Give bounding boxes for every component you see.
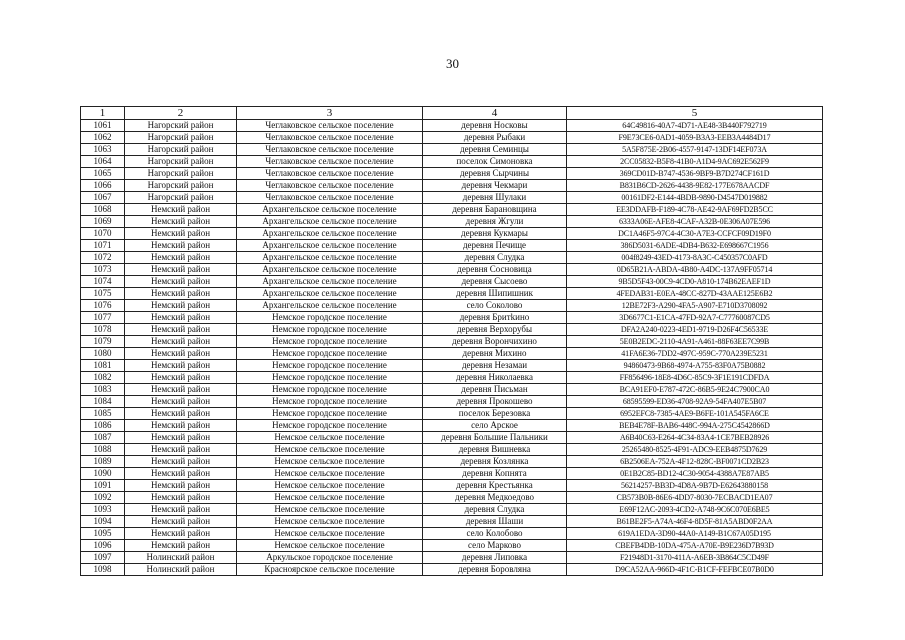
table-row <box>81 216 823 228</box>
settlement-cell: деревня Сосновица <box>423 264 567 276</box>
row-number: 1085 <box>81 408 125 420</box>
settlement-cell: деревня Незамаи <box>423 360 567 372</box>
municipality-cell: Немское сельское поселение <box>237 432 423 444</box>
guid-cell: CBEFB4DB-10DA-475A-A70E-B9E236D7B93D <box>567 540 823 552</box>
municipality-cell: Немское сельское поселение <box>237 456 423 468</box>
district-cell: Немский район <box>125 276 237 288</box>
guid-cell: 386D5031-6ADE-4DB4-B632-E698667C1956 <box>567 240 823 252</box>
table-row <box>81 120 823 132</box>
district-cell: Немский район <box>125 384 237 396</box>
settlement-cell: деревня Козлянка <box>423 456 567 468</box>
table-row <box>81 468 823 480</box>
settlement-cell: село Колобово <box>423 528 567 540</box>
guid-cell: D9CA52AA-966D-4F1C-B1CF-FEFBCE07B0D0 <box>567 564 823 576</box>
table-row <box>81 288 823 300</box>
row-number: 1095 <box>81 528 125 540</box>
settlement-cell: деревня Копнята <box>423 468 567 480</box>
municipality-cell: Архангельское сельское поселение <box>237 300 423 312</box>
table-row <box>81 312 823 324</box>
municipality-cell: Архангельское сельское поселение <box>237 228 423 240</box>
header-row <box>81 107 823 120</box>
table-row <box>81 420 823 432</box>
column-header-number: 1 <box>81 107 125 120</box>
municipality-cell: Немское сельское поселение <box>237 468 423 480</box>
municipality-cell: Архангельское сельское поселение <box>237 252 423 264</box>
settlement-cell: деревня Семинцы <box>423 144 567 156</box>
row-number: 1091 <box>81 480 125 492</box>
settlement-cell: деревня Николаевка <box>423 372 567 384</box>
guid-cell: F21948D1-3170-411A-A6EB-3B864C5CD49F <box>567 552 823 564</box>
guid-cell: 41FA6E36-7DD2-497C-959C-770A239E5231 <box>567 348 823 360</box>
guid-cell: B61BE2F5-A74A-46F4-8D5F-81A5ABD0F2AA <box>567 516 823 528</box>
guid-cell: B831B6CD-2626-4438-9E82-177E678AACDF <box>567 180 823 192</box>
district-cell: Немский район <box>125 456 237 468</box>
municipality-cell: Немское городское поселение <box>237 420 423 432</box>
district-cell: Нагорский район <box>125 192 237 204</box>
municipality-cell: Чеглаковское сельское поселение <box>237 180 423 192</box>
row-number: 1072 <box>81 252 125 264</box>
table-row <box>81 552 823 564</box>
settlement-cell: деревня Медкоедово <box>423 492 567 504</box>
district-cell: Немский район <box>125 480 237 492</box>
district-cell: Немский район <box>125 240 237 252</box>
table-row <box>81 300 823 312</box>
row-number: 1076 <box>81 300 125 312</box>
column-header-municipality: 3 <box>237 107 423 120</box>
district-cell: Немский район <box>125 420 237 432</box>
settlement-cell: деревня Вишневка <box>423 444 567 456</box>
district-cell: Немский район <box>125 540 237 552</box>
guid-cell: 3D6677C1-E1CA-47FD-92A7-C77760087CD5 <box>567 312 823 324</box>
municipality-cell: Немское городское поселение <box>237 384 423 396</box>
district-cell: Немский район <box>125 216 237 228</box>
table-row <box>81 132 823 144</box>
table-header <box>81 107 823 120</box>
table-row <box>81 240 823 252</box>
municipality-cell: Чеглаковское сельское поселение <box>237 156 423 168</box>
municipality-cell: Немское сельское поселение <box>237 528 423 540</box>
municipality-cell: Немское сельское поселение <box>237 492 423 504</box>
row-number: 1089 <box>81 456 125 468</box>
district-cell: Немский район <box>125 264 237 276</box>
municipality-cell: Чеглаковское сельское поселение <box>237 192 423 204</box>
settlement-cell: село Арское <box>423 420 567 432</box>
municipality-cell: Немское городское поселение <box>237 348 423 360</box>
municipality-cell: Красноярское сельское поселение <box>237 564 423 576</box>
table-row <box>81 228 823 240</box>
settlement-cell: деревня Сырчины <box>423 168 567 180</box>
column-header-settlement: 4 <box>423 107 567 120</box>
district-cell: Немский район <box>125 396 237 408</box>
row-number: 1062 <box>81 132 125 144</box>
settlement-cell: деревня Сысоево <box>423 276 567 288</box>
guid-cell: 12BE72F3-A290-4FA5-A907-E710D3708092 <box>567 300 823 312</box>
table-row <box>81 252 823 264</box>
column-header-district: 2 <box>125 107 237 120</box>
settlement-cell: деревня Слудка <box>423 504 567 516</box>
district-cell: Немский район <box>125 504 237 516</box>
settlement-cell: деревня Носковы <box>423 120 567 132</box>
municipality-cell: Чеглаковское сельское поселение <box>237 168 423 180</box>
row-number: 1063 <box>81 144 125 156</box>
table-row <box>81 156 823 168</box>
district-cell: Немский район <box>125 372 237 384</box>
guid-cell: DFA2A240-0223-4ED1-9719-D26F4C56533E <box>567 324 823 336</box>
municipality-cell: Архангельское сельское поселение <box>237 216 423 228</box>
row-number: 1083 <box>81 384 125 396</box>
table-row <box>81 492 823 504</box>
district-cell: Немский район <box>125 516 237 528</box>
district-cell: Немский район <box>125 300 237 312</box>
district-cell: Немский район <box>125 360 237 372</box>
district-cell: Немский район <box>125 468 237 480</box>
settlement-cell: деревня Шипишник <box>423 288 567 300</box>
column-header-guid: 5 <box>567 107 823 120</box>
row-number: 1078 <box>81 324 125 336</box>
row-number: 1067 <box>81 192 125 204</box>
row-number: 1074 <box>81 276 125 288</box>
row-number: 1082 <box>81 372 125 384</box>
district-cell: Нагорский район <box>125 144 237 156</box>
row-number: 1098 <box>81 564 125 576</box>
settlement-cell: деревня Чекмари <box>423 180 567 192</box>
settlement-cell: деревня Рыбаки <box>423 132 567 144</box>
settlement-cell: деревня Слудка <box>423 252 567 264</box>
table-row <box>81 396 823 408</box>
settlement-cell: деревня Прокошево <box>423 396 567 408</box>
guid-cell: 00161DF2-E144-4BDB-9890-D4547D019882 <box>567 192 823 204</box>
settlement-cell: деревня Михино <box>423 348 567 360</box>
guid-cell: 6B2506EA-752A-4F12-828C-BF0071CD2B23 <box>567 456 823 468</box>
settlement-cell: село Соколово <box>423 300 567 312</box>
guid-cell: 0D65B21A-ABDA-4B80-A4DC-137A9FF05714 <box>567 264 823 276</box>
municipality-cell: Немское городское поселение <box>237 324 423 336</box>
settlement-cell: деревня Шаши <box>423 516 567 528</box>
settlement-cell: деревня Верхорубы <box>423 324 567 336</box>
table-row <box>81 348 823 360</box>
district-cell: Нолинский район <box>125 564 237 576</box>
municipality-cell: Немское сельское поселение <box>237 540 423 552</box>
guid-cell: CB573B0B-86E6-4DD7-8030-7ECBACD1EA07 <box>567 492 823 504</box>
district-cell: Немский район <box>125 492 237 504</box>
row-number: 1090 <box>81 468 125 480</box>
municipality-cell: Немское городское поселение <box>237 360 423 372</box>
district-cell: Немский район <box>125 528 237 540</box>
settlement-cell: деревня Бритkино <box>423 312 567 324</box>
table-row <box>81 324 823 336</box>
table-row <box>81 564 823 576</box>
district-cell: Немский район <box>125 252 237 264</box>
municipality-cell: Архангельское сельское поселение <box>237 240 423 252</box>
guid-cell: 5A5F875E-2B06-4557-9147-13DF14EF073A <box>567 144 823 156</box>
table-row <box>81 180 823 192</box>
district-cell: Нагорский район <box>125 168 237 180</box>
table-row <box>81 276 823 288</box>
row-number: 1086 <box>81 420 125 432</box>
guid-cell: 6333A06E-AFE8-4CAF-A32B-0E306A07E596 <box>567 216 823 228</box>
table-row <box>81 444 823 456</box>
row-number: 1084 <box>81 396 125 408</box>
table-row <box>81 432 823 444</box>
row-number: 1061 <box>81 120 125 132</box>
municipality-cell: Немское сельское поселение <box>237 504 423 516</box>
row-number: 1093 <box>81 504 125 516</box>
guid-cell: A6B40C63-E264-4C34-83A4-1CE7BEB28926 <box>567 432 823 444</box>
table-row <box>81 336 823 348</box>
row-number: 1066 <box>81 180 125 192</box>
municipality-cell: Немское городское поселение <box>237 408 423 420</box>
municipality-cell: Архангельское сельское поселение <box>237 204 423 216</box>
guid-cell: DC1A46F5-97C4-4C30-A7E3-CCFCF09D19F0 <box>567 228 823 240</box>
settlement-cell: деревня Крестьянка <box>423 480 567 492</box>
guid-cell: E69F12AC-2093-4CD2-A748-9C6C070E6BE5 <box>567 504 823 516</box>
guid-cell: 5E0B2EDC-2110-4A91-A461-88F63EE7C99B <box>567 336 823 348</box>
table-row <box>81 504 823 516</box>
municipality-cell: Аркульское городское поселение <box>237 552 423 564</box>
settlement-cell: деревня Боровляна <box>423 564 567 576</box>
row-number: 1071 <box>81 240 125 252</box>
district-cell: Немский район <box>125 312 237 324</box>
row-number: 1080 <box>81 348 125 360</box>
municipality-cell: Чеглаковское сельское поселение <box>237 132 423 144</box>
guid-cell: 25265480-8525-4F91-ADC9-EEB4875D7629 <box>567 444 823 456</box>
guid-cell: 64C49816-40A7-4D71-AE48-3B440F792719 <box>567 120 823 132</box>
row-number: 1088 <box>81 444 125 456</box>
guid-cell: 94860473-9B68-4974-A755-83F0A75B0882 <box>567 360 823 372</box>
row-number: 1081 <box>81 360 125 372</box>
guid-cell: BEB4E78F-BAB6-448C-994A-275C4542866D <box>567 420 823 432</box>
table-row <box>81 168 823 180</box>
settlements-table <box>80 106 823 576</box>
guid-cell: 4FEDAB31-E0EA-48CC-827D-43AAE125E6B2 <box>567 288 823 300</box>
table-body <box>81 120 823 576</box>
row-number: 1077 <box>81 312 125 324</box>
district-cell: Немский район <box>125 336 237 348</box>
municipality-cell: Немское городское поселение <box>237 372 423 384</box>
row-number: 1065 <box>81 168 125 180</box>
municipality-cell: Немское городское поселение <box>237 312 423 324</box>
table-row <box>81 360 823 372</box>
municipality-cell: Немское городское поселение <box>237 396 423 408</box>
row-number: 1079 <box>81 336 125 348</box>
district-cell: Немский район <box>125 444 237 456</box>
table-row <box>81 528 823 540</box>
district-cell: Нагорский район <box>125 180 237 192</box>
municipality-cell: Архангельское сельское поселение <box>237 276 423 288</box>
row-number: 1075 <box>81 288 125 300</box>
settlement-cell: деревня Жгули <box>423 216 567 228</box>
district-cell: Немский район <box>125 288 237 300</box>
settlement-cell: поселок Березовка <box>423 408 567 420</box>
table-row <box>81 540 823 552</box>
municipality-cell: Архангельское сельское поселение <box>237 264 423 276</box>
settlement-cell: деревня Шулаки <box>423 192 567 204</box>
guid-cell: BCA91EF0-E787-472C-86B5-9E24C7900CA0 <box>567 384 823 396</box>
municipality-cell: Немское городское поселение <box>237 336 423 348</box>
municipality-cell: Немское сельское поселение <box>237 480 423 492</box>
settlement-cell: деревня Липовка <box>423 552 567 564</box>
district-cell: Нолинский район <box>125 552 237 564</box>
row-number: 1092 <box>81 492 125 504</box>
guid-cell: 0E1B2C85-BD12-4C30-9054-4388A7E87AB5 <box>567 468 823 480</box>
district-cell: Нагорский район <box>125 120 237 132</box>
row-number: 1068 <box>81 204 125 216</box>
page-number: 30 <box>446 56 459 71</box>
guid-cell: 004f8249-43ED-4173-8A3C-C450357C0AFD <box>567 252 823 264</box>
guid-cell: 619A1EDA-3D90-44A0-A149-B1C67A05D195 <box>567 528 823 540</box>
table-row <box>81 144 823 156</box>
district-cell: Немский район <box>125 228 237 240</box>
row-number: 1069 <box>81 216 125 228</box>
district-cell: Нагорский район <box>125 156 237 168</box>
row-number: 1097 <box>81 552 125 564</box>
district-cell: Немский район <box>125 348 237 360</box>
settlement-cell: деревня Большие Пальники <box>423 432 567 444</box>
guid-cell: FF856496-18E8-4D6C-85C9-3F1E191CDFDA <box>567 372 823 384</box>
guid-cell: 2CC05832-B5F8-41B0-A1D4-9AC692E562F9 <box>567 156 823 168</box>
municipality-cell: Немское сельское поселение <box>237 444 423 456</box>
district-cell: Немский район <box>125 432 237 444</box>
guid-cell: 369CD01D-B747-4536-9BF9-B7D274CF161D <box>567 168 823 180</box>
settlement-cell: деревня Письман <box>423 384 567 396</box>
table-row <box>81 384 823 396</box>
district-cell: Немский район <box>125 324 237 336</box>
guid-cell: 6952EFC8-7385-4AE9-B6FE-101A545FA6CE <box>567 408 823 420</box>
table-row <box>81 480 823 492</box>
district-cell: Нагорский район <box>125 132 237 144</box>
row-number: 1073 <box>81 264 125 276</box>
guid-cell: EE3DDAFB-F189-4C78-AE42-9AF69FD2B5CC <box>567 204 823 216</box>
table-row <box>81 516 823 528</box>
municipality-cell: Архангельское сельское поселение <box>237 288 423 300</box>
table-row <box>81 264 823 276</box>
settlement-cell: деревня Ворончихино <box>423 336 567 348</box>
district-cell: Немский район <box>125 204 237 216</box>
settlement-cell: поселок Симоновка <box>423 156 567 168</box>
table-row <box>81 456 823 468</box>
row-number: 1070 <box>81 228 125 240</box>
settlement-cell: деревня Барановщина <box>423 204 567 216</box>
municipality-cell: Чеглаковское сельское поселение <box>237 144 423 156</box>
row-number: 1087 <box>81 432 125 444</box>
row-number: 1064 <box>81 156 125 168</box>
table-row <box>81 408 823 420</box>
guid-cell: 68595599-ED36-4708-92A9-54FA407E5B07 <box>567 396 823 408</box>
settlement-cell: деревня Кукмары <box>423 228 567 240</box>
guid-cell: F9E73CE6-0AD1-4059-B3A3-EEB3A4484D17 <box>567 132 823 144</box>
guid-cell: 56214257-BB3D-4D8A-9B7D-E62643880158 <box>567 480 823 492</box>
settlement-cell: деревня Печище <box>423 240 567 252</box>
row-number: 1096 <box>81 540 125 552</box>
table-row <box>81 204 823 216</box>
municipality-cell: Немское сельское поселение <box>237 516 423 528</box>
district-cell: Немский район <box>125 408 237 420</box>
settlement-cell: село Марково <box>423 540 567 552</box>
table-row <box>81 192 823 204</box>
row-number: 1094 <box>81 516 125 528</box>
municipality-cell: Чеглаковское сельское поселение <box>237 120 423 132</box>
guid-cell: 9B5D5F43-00C9-4CD0-A810-174B62EAEF1D <box>567 276 823 288</box>
table-row <box>81 372 823 384</box>
